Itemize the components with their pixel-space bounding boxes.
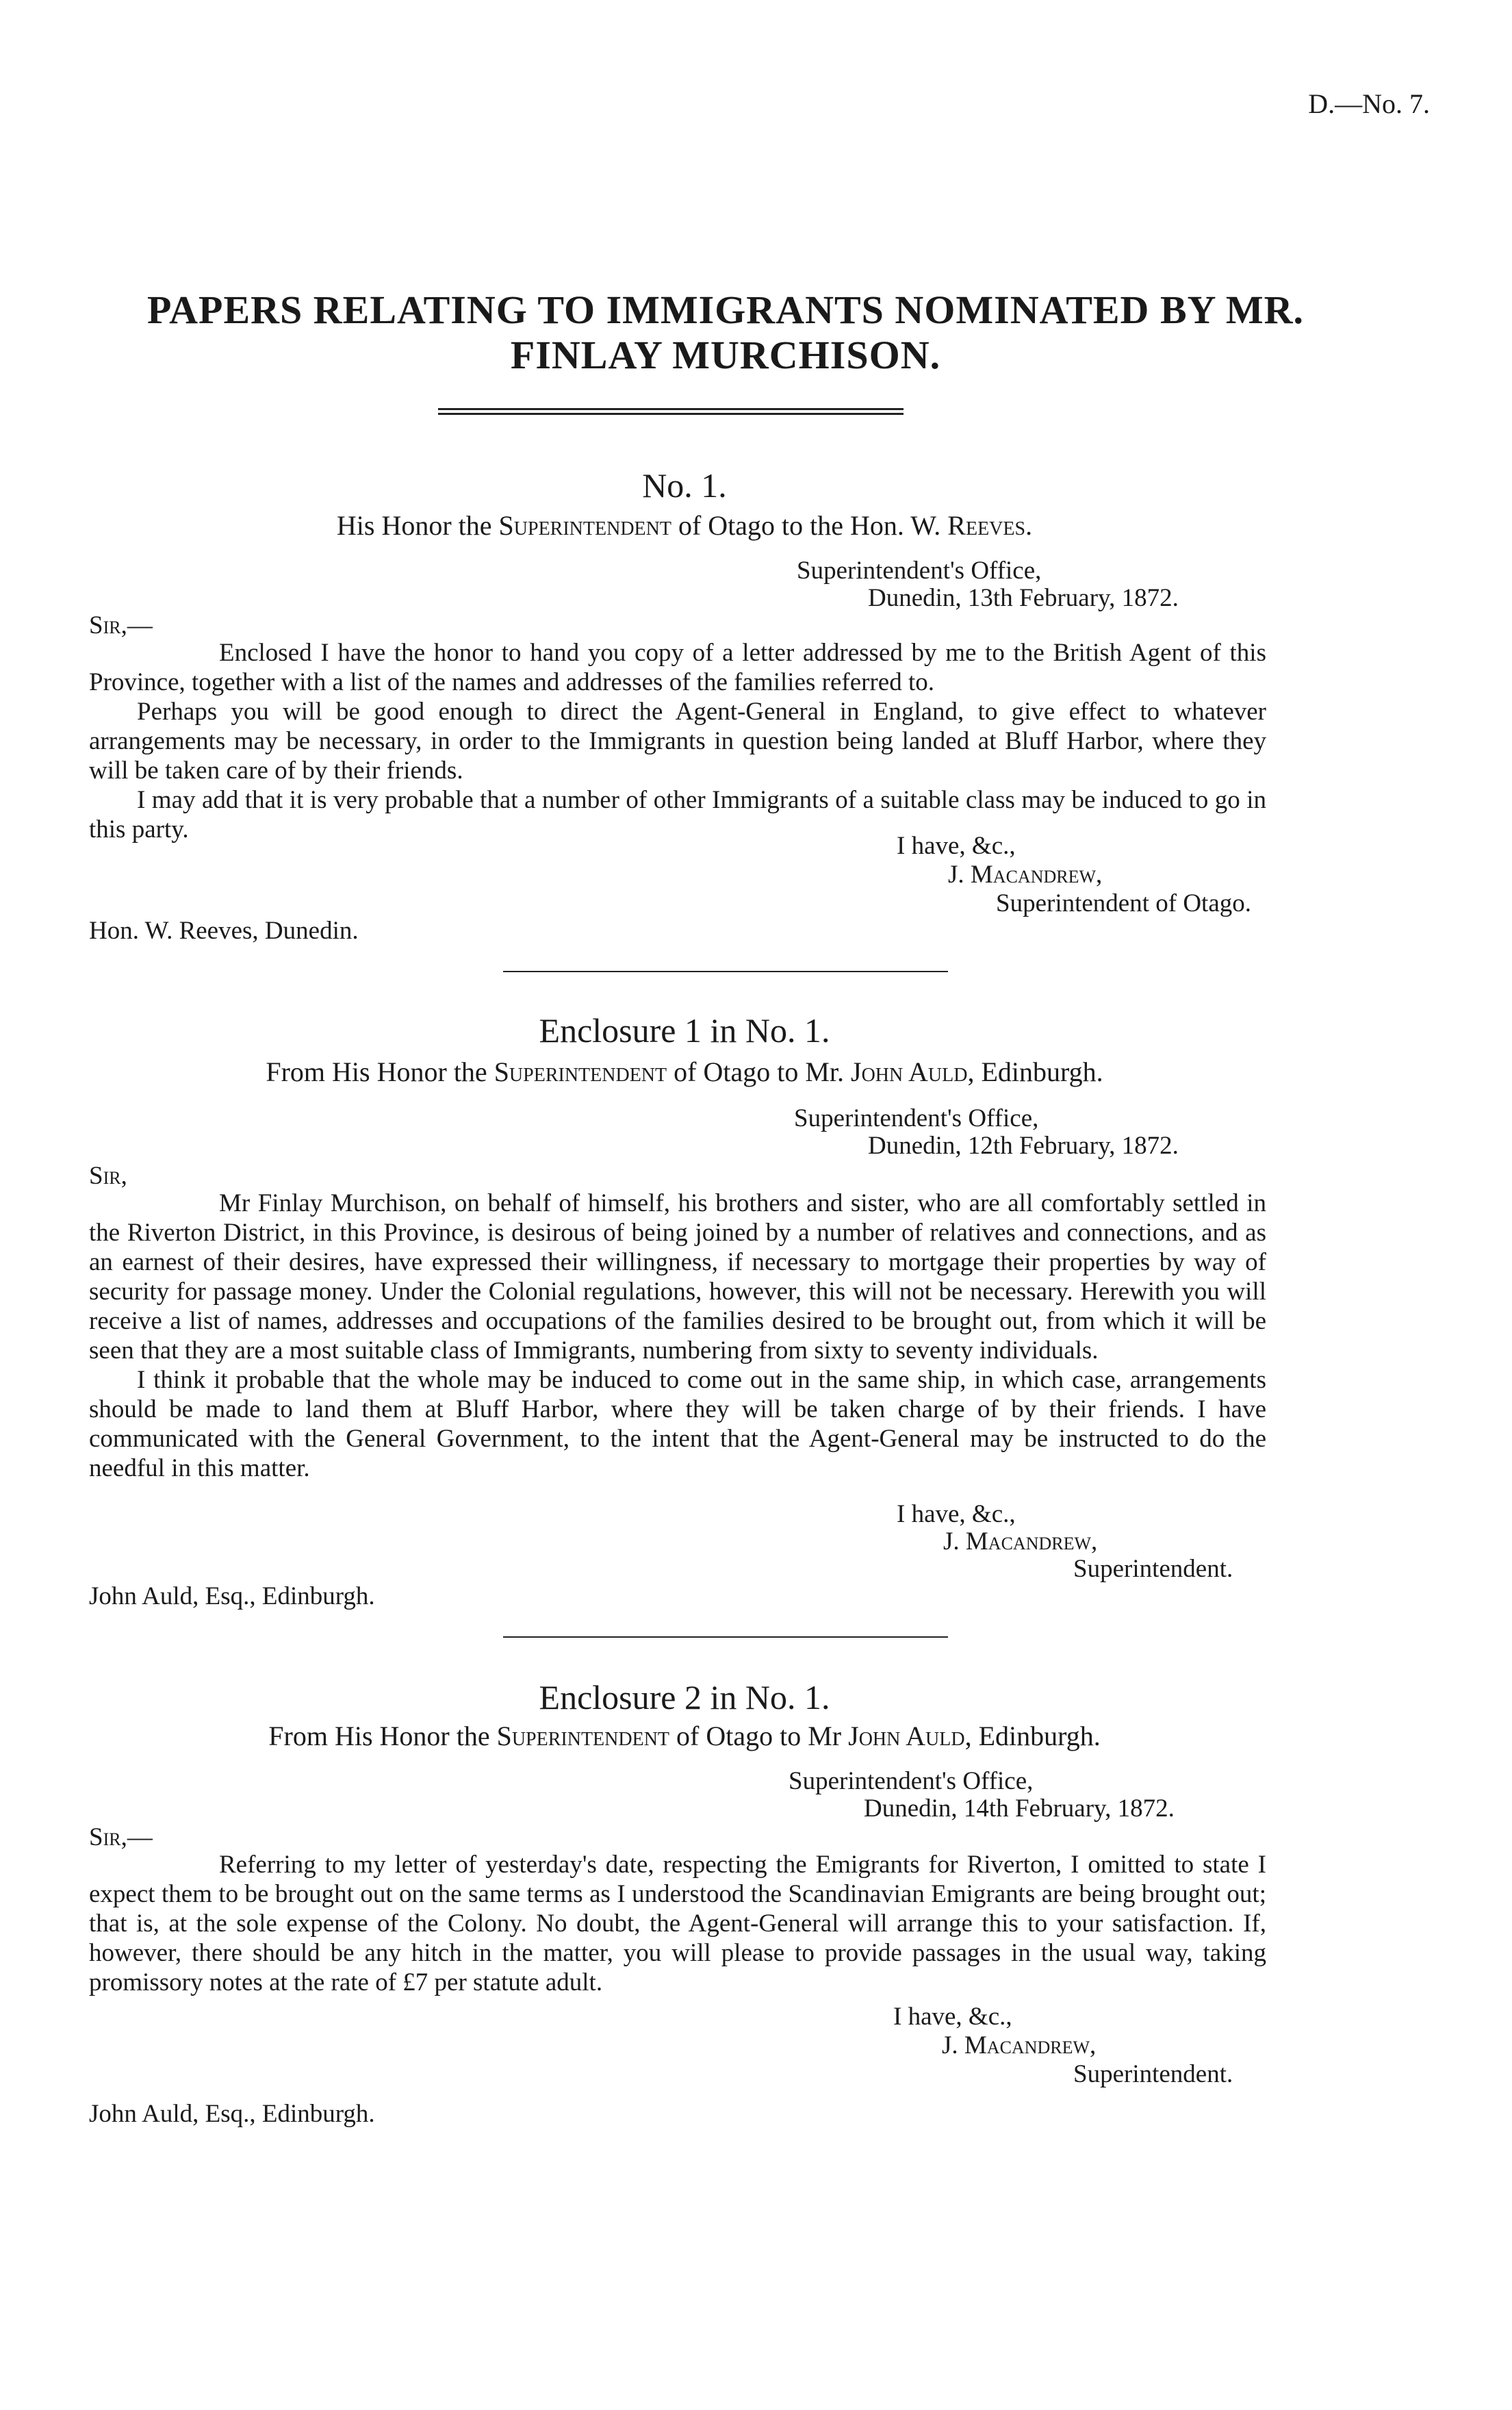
letter1-signature: J. Macandrew, [948, 861, 1103, 889]
enclosure1-paragraph: Mr Finlay Murchison, on behalf of himself, his brothers and sister, who are all comfortably settled in the Riverton District, in this Province, is desirous of being joined by a number of relatives and connections, and as an earnest of their desires, have expressed their willingness, if necessary to mortgage their properties by way of security for passage money. Under the Colonial regulations, however, this will not be necessary. Herewith you will receive a list of names, addresses and occupations of the families desired to be brought out, from which it will be seen that they are a most suitable class of Immigrants, numbering from sixty to seventy individuals. [89, 1189, 1266, 1365]
enclosure1-paragraph: I think it probable that the whole may be induced to come out in the same ship, in which case, arrangements should be made to land them at Bluff Harbor, where they will be taken charge of by their friends. I have communicated with the General Government, to the intent that the Agent-General may be instructed to do the needful in this matter. [89, 1366, 1266, 1482]
letter1-office: Superintendent's Office, [797, 557, 1042, 585]
letter1-paragraph: Perhaps you will be good enough to direct the Agent-General in England, to give effect to whatever arrangements may be necessary, in order to the Immigrants in question being landed at Bluff Harbor, where they will be taken care of by their friends. [89, 698, 1266, 785]
section-divider [503, 971, 948, 972]
letter1-from-line: His Honor the Superintendent of Otago to the Hon. W. Reeves. [336, 510, 1033, 541]
enclosure2-date: Dunedin, 14th February, 1872. [864, 1794, 1175, 1823]
letter1-date: Dunedin, 13th February, 1872. [868, 584, 1179, 612]
enclosure2-closing: I have, &c., [893, 2003, 1012, 2031]
enclosure2-heading: Enclosure 2 in No. 1. [539, 1678, 830, 1716]
enclosure2-paragraph: Referring to my letter of yesterday's date, respecting the Emigrants for Riverton, I omitted to state I expect them to be brought out on the same terms as I understood the Scandinavian Emigrants are being brought out; that is, at the sole expense of the Colony. No doubt, the Agent-General will arrange this to your satisfaction. If, however, there should be any hitch in the matter, you will please to provide passages in the usual way, taking promissory notes at the rate of £7 per statute adult. [89, 1851, 1266, 1996]
enclosure1-date: Dunedin, 12th February, 1872. [868, 1132, 1179, 1160]
enclosure1-body [89, 1189, 1266, 1483]
letter1-heading: No. 1. [642, 466, 727, 505]
letter1-body [89, 638, 1266, 844]
section-divider [503, 1636, 948, 1638]
enclosure2-from-line: From His Honor the Superintendent of Otago to Mr John Auld, Edinburgh. [268, 1721, 1101, 1751]
enclosure1-salutation: Sir, [89, 1162, 127, 1190]
letter1-closing: I have, &c., [897, 832, 1016, 860]
enclosure2-signature-title: Superintendent. [1073, 2060, 1233, 2088]
enclosure2-body [89, 1850, 1266, 1997]
enclosure1-addressee: John Auld, Esq., Edinburgh. [89, 1582, 375, 1610]
letter1-addressee: Hon. W. Reeves, Dunedin. [89, 917, 359, 945]
page-reference: D.—No. 7. [1308, 88, 1430, 119]
letter1-salutation: Sir,— [89, 611, 153, 639]
enclosure1-signature: J. Macandrew, [943, 1527, 1098, 1556]
enclosure1-signature-title: Superintendent. [1073, 1555, 1233, 1583]
enclosure1-heading: Enclosure 1 in No. 1. [539, 1011, 830, 1050]
letter1-signature-title: Superintendent of Otago. [996, 889, 1251, 917]
enclosure2-addressee: John Auld, Esq., Edinburgh. [89, 2100, 375, 2128]
letter1-paragraph: I may add that it is very probable that a number of other Immigrants of a suitable class may be induced to go in this party. [89, 786, 1266, 844]
enclosure2-salutation: Sir,— [89, 1823, 153, 1851]
enclosure2-signature: J. Macandrew, [942, 2031, 1097, 2059]
document-title: PAPERS RELATING TO IMMIGRANTS NOMINATED BY MR. FINLAY MURCHISON. [147, 288, 1304, 377]
enclosure2-office: Superintendent's Office, [789, 1767, 1034, 1795]
enclosure1-from-line: From His Honor the Superintendent of Otago to Mr. John Auld, Edinburgh. [266, 1056, 1103, 1087]
title-double-rule [438, 408, 904, 415]
letter1-paragraph: Enclosed I have the honor to hand you copy of a letter addressed by me to the British Agent of this Province, together with a list of the names and addresses of the families referred to. [89, 639, 1266, 696]
enclosure1-office: Superintendent's Office, [794, 1104, 1039, 1132]
enclosure1-closing: I have, &c., [897, 1500, 1016, 1528]
